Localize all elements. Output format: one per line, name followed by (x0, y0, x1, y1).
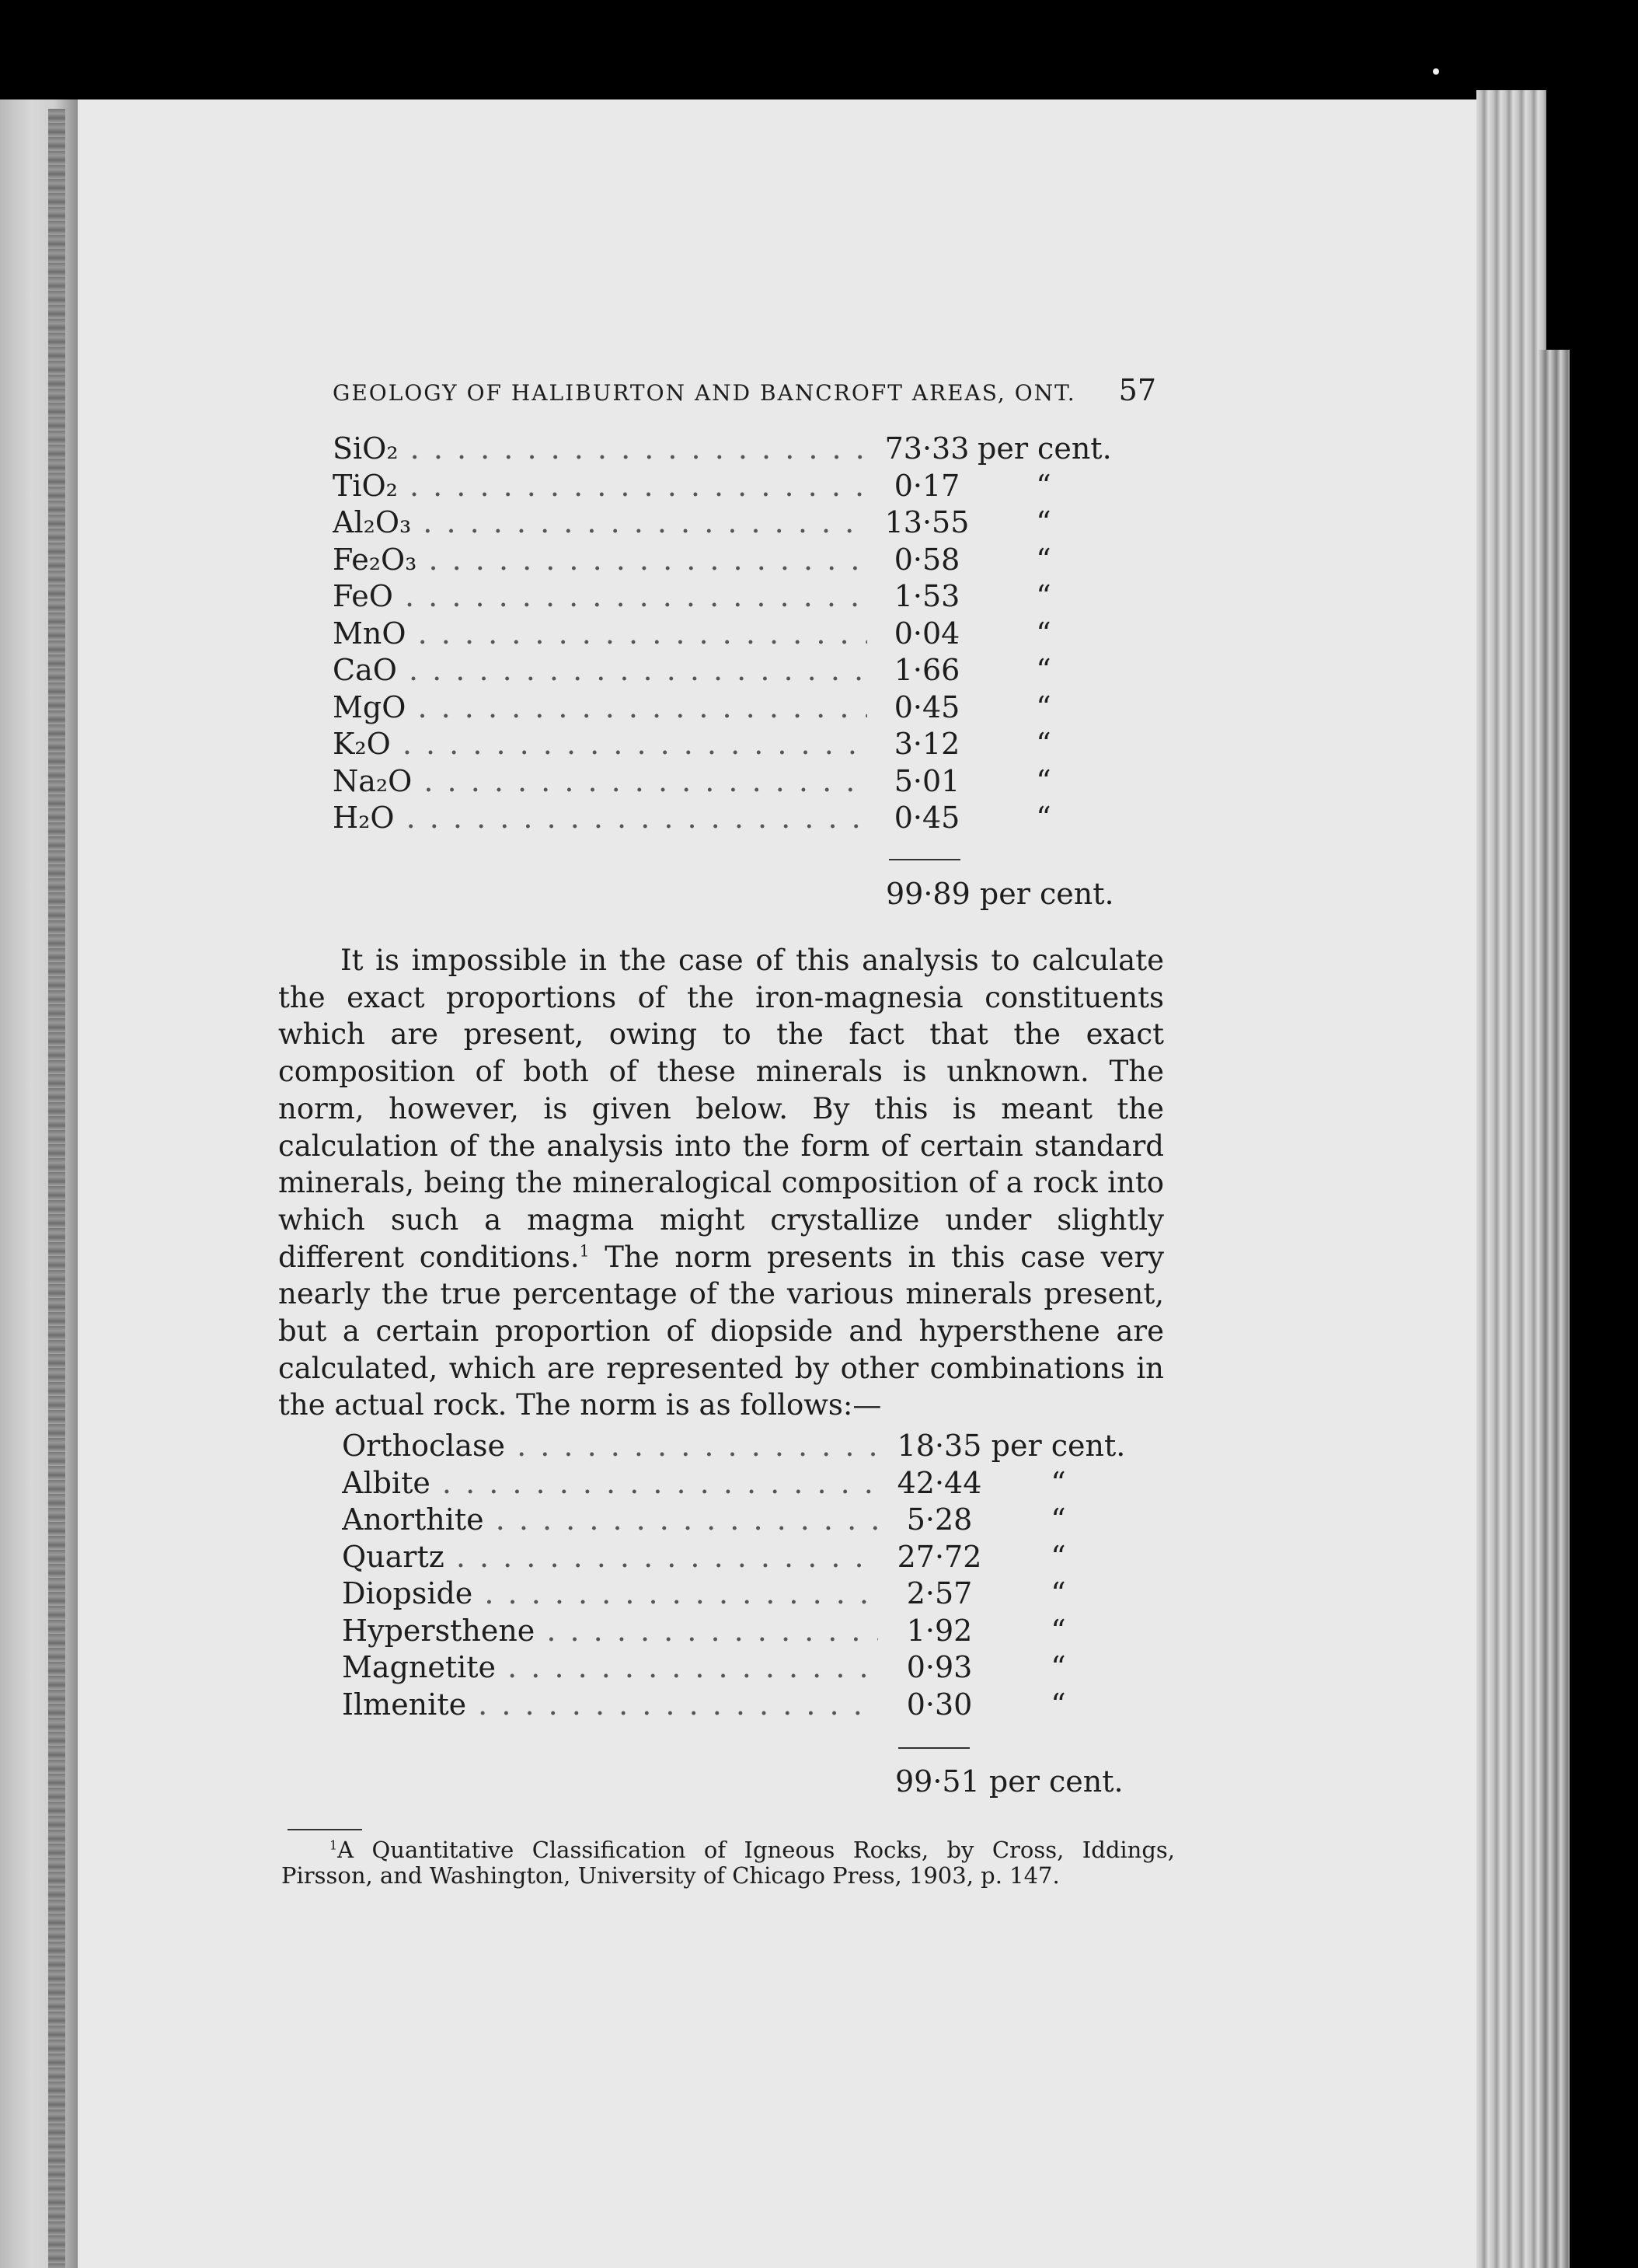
table-row (333, 727, 1110, 764)
paragraph-text: It is impossible in the case of this analysis to calculate the exact proportions of the iron-magnesia constituents which are present, owing to the fact that the exact composition of both of these minerals is unknown. The norm, however, is given below. By this is meant the calculation of the analysis into the form of certain standard minerals, being the mineralogical composition of a rock into which such a magma might crystallize under slightly different conditions. (278, 944, 1164, 1274)
compound-value: 73·33 (884, 431, 970, 466)
mineral-value: 0·30 (906, 1687, 973, 1722)
mineral-unit: “ (1051, 1650, 1066, 1684)
compound-unit: “ (1036, 616, 1051, 651)
compound-value: 0·45 (894, 801, 960, 835)
table-row (333, 764, 1110, 801)
page-stack-edge (1476, 90, 1546, 2268)
body-paragraph (278, 942, 1164, 1424)
analysis-total-value: 99·89 (886, 877, 971, 911)
mineral-name: Magnetite . . . (342, 1650, 878, 1684)
table-row (333, 690, 1110, 728)
norm-total-unit: per cent. (988, 1764, 1124, 1799)
compound-name: MnO . . . (333, 616, 867, 651)
compound-name: CaO . . . (333, 653, 867, 687)
norm-table (342, 1429, 1127, 1724)
table-row (333, 543, 1110, 580)
mineral-value: 18·35 (897, 1429, 982, 1463)
compound-value: 0·17 (894, 468, 960, 503)
compound-value: 13·55 (884, 505, 970, 539)
running-head-title: GEOLOGY OF HALIBURTON AND BANCROFT AREAS, ONT. (333, 380, 1076, 406)
footnote-mark: 1 (329, 1837, 338, 1853)
mineral-name: Ilmenite . . . (342, 1687, 878, 1722)
table-row (342, 1614, 1127, 1651)
mineral-value: 2·57 (906, 1576, 973, 1610)
mineral-value: 5·28 (906, 1502, 973, 1537)
table-row (333, 801, 1110, 838)
mineral-name: Anorthite . . . (342, 1502, 878, 1537)
table-row (333, 431, 1110, 469)
compound-unit: “ (1036, 653, 1051, 687)
mineral-value: 0·93 (906, 1650, 973, 1684)
table-row (342, 1576, 1127, 1614)
footnote-text: A Quantitative Classification of Igneous Rocks, by Cross, Iddings, Pirsson, and Washington, University of Chicago Press, 1903, p. 147. (281, 1837, 1175, 1889)
compound-value: 0·45 (894, 689, 960, 724)
page-stack-edge-outer (1539, 350, 1570, 2268)
left-page (0, 99, 78, 2268)
compound-unit: “ (1036, 505, 1051, 539)
table-row (333, 616, 1110, 654)
compound-name: TiO₂ . . . (333, 469, 867, 503)
table-row (333, 653, 1110, 690)
table-row (342, 1650, 1127, 1687)
page-number: 57 (1118, 373, 1156, 407)
compound-name: Al₂O₃ . . . (333, 505, 867, 539)
running-head (333, 373, 1156, 407)
mineral-unit: “ (1051, 1576, 1066, 1610)
compound-name: SiO₂ . . . (333, 431, 867, 466)
table-row (342, 1540, 1127, 1577)
compound-name: Na₂O . . . (333, 764, 867, 798)
mineral-name: Diopside . . . (342, 1576, 878, 1610)
analysis-total-unit: per cent. (979, 877, 1114, 911)
mineral-value: 42·44 (897, 1465, 982, 1500)
compound-value: 5·01 (894, 763, 960, 798)
table-row (342, 1429, 1127, 1466)
compound-unit: “ (1036, 542, 1051, 577)
compound-name: H₂O . . . (333, 801, 867, 835)
mineral-value: 27·72 (897, 1539, 982, 1574)
compound-unit: “ (1036, 727, 1051, 761)
mineral-unit: “ (1051, 1465, 1066, 1500)
compound-name: Fe₂O₃ . . . (333, 543, 867, 577)
mineral-unit: “ (1051, 1687, 1066, 1722)
table-row (333, 469, 1110, 506)
mineral-unit: “ (1051, 1539, 1066, 1574)
table-row (342, 1502, 1127, 1540)
compound-unit: per cent. (978, 431, 1112, 466)
mineral-name: Albite . . . (342, 1466, 878, 1500)
compound-value: 1·53 (894, 579, 960, 613)
compound-value: 0·04 (894, 616, 960, 651)
analysis-table (333, 431, 1110, 838)
dust-speck (1433, 68, 1439, 75)
compound-unit: “ (1036, 763, 1051, 798)
compound-value: 3·12 (894, 727, 960, 761)
mineral-unit: “ (1051, 1502, 1066, 1537)
mineral-name: Quartz . . . (342, 1540, 878, 1574)
compound-unit: “ (1036, 468, 1051, 503)
footnote-reference: 1 (579, 1241, 590, 1261)
compound-unit: “ (1036, 689, 1051, 724)
compound-value: 1·66 (894, 653, 960, 687)
analysis-total-rule (889, 859, 960, 860)
mineral-unit: “ (1051, 1613, 1066, 1648)
footnote (281, 1837, 1175, 1889)
mineral-value: 1·92 (906, 1613, 973, 1648)
left-page-edge (48, 109, 65, 2268)
paragraph-text-continued: The norm presents in this case very nearly the true percentage of the various minerals present, but a certain proportion of diopside and hypersthene are calculated, which are represented by other combinations in the actual rock. The norm is as follows:— (278, 1240, 1165, 1422)
compound-name: K₂O . . . (333, 727, 867, 761)
compound-name: MgO . . . (333, 690, 867, 724)
norm-total-rule (898, 1747, 970, 1749)
table-row (342, 1687, 1127, 1725)
table-row (333, 505, 1110, 543)
footnote-rule (288, 1829, 362, 1830)
mineral-name: Orthoclase . . . (342, 1429, 878, 1463)
compound-name: FeO . . . (333, 579, 867, 613)
table-row (333, 579, 1110, 616)
compound-value: 0·58 (894, 542, 960, 577)
analysis-total (886, 877, 1114, 911)
table-row (342, 1466, 1127, 1503)
mineral-name: Hypersthene . . . (342, 1614, 878, 1648)
norm-total-value: 99·51 (895, 1764, 980, 1799)
mineral-unit: per cent. (991, 1429, 1126, 1463)
compound-unit: “ (1036, 579, 1051, 613)
norm-total (895, 1764, 1124, 1799)
compound-unit: “ (1036, 801, 1051, 835)
